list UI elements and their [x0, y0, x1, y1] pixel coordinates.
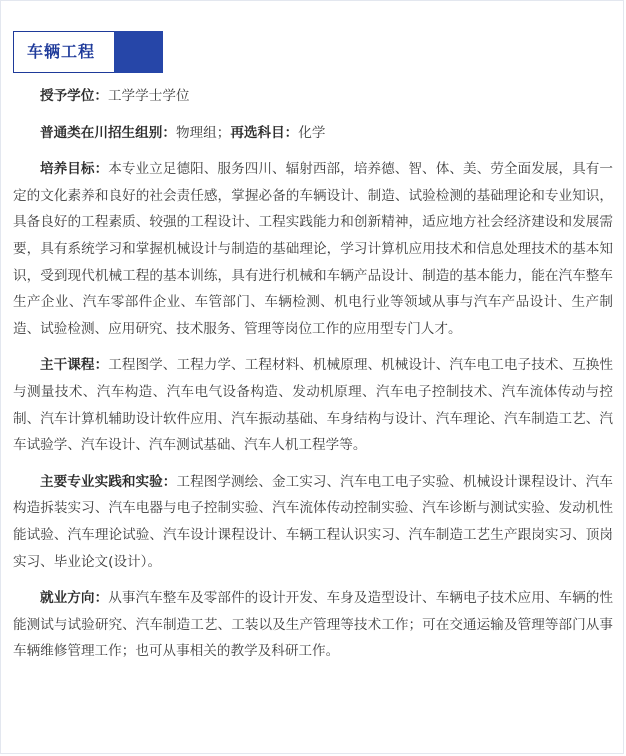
employment-value: 从事汽车整车及零部件的设计开发、车身及造型设计、车辆电子技术应用、车辆的性能测试与试验研究、汽车制造工艺、工装以及生产管理等技术工作；可在交通运输及管理等部门从事车辆维修管理工作；也可从事相关的教学及科研工作。: [13, 590, 614, 660]
goal-value: 本专业立足德阳、服务四川、辐射西部，培养德、智、体、美、劳全面发展，具有一定的文化素养和良好的社会责任感，掌握必备的车辆设计、制造、试验检测的基础理论和专业知识，具备良好的工程素质、较强的工程设计、工程实践能力和创新精神，适应地方社会经济建设和发展需要，具有系统学习和掌握机械设计与制造的基础理论，学习计算机应用技术和信息处理技术的基本知识，受到现代机械工程的基本训练，具有进行机械和车辆产品设计、制造的基本能力，能在汽车整车生产企业、汽车零部件企业、车管部门、车辆检测、机电行业等领域从事与汽车产品设计、生产制造、试验检测、应用研究、技术服务、管理等岗位工作的应用型专门人才。: [13, 161, 614, 337]
elective-label: 再选科目：: [230, 124, 299, 141]
subjects-field: [13, 120, 613, 147]
degree-label: 授予学位：: [40, 88, 108, 104]
practice-field: [13, 469, 613, 575]
courses-value: 工程图学、工程力学、工程材料、机械原理、机械设计、汽车电工电子技术、互换性与测量技术、汽车构造、汽车电气设备构造、发动机原理、汽车电子控制技术、汽车流体传动与控制、汽车计算机辅助设计软件应用、汽车振动基础、车身结构与设计、汽车理论、汽车制造工艺、汽车试验学、汽车设计、汽车测试基础、汽车人机工程学等。: [13, 357, 614, 454]
section-title: 车辆工程: [27, 42, 96, 61]
goal-field: [13, 156, 613, 342]
employment-field: [13, 585, 613, 665]
section-heading-accent: [114, 31, 163, 73]
degree-field: [13, 83, 613, 110]
employment-label: 就业方向：: [40, 590, 109, 607]
subjects-label: 普通类在川招生组别：: [40, 124, 176, 141]
major-details: [13, 83, 613, 665]
elective-value: 化学: [298, 124, 326, 141]
section-heading: [13, 31, 150, 73]
courses-label: 主干课程：: [40, 357, 109, 374]
practice-label: 主要专业实践和实验：: [40, 473, 177, 490]
subjects-value: 物理组；: [175, 124, 231, 141]
practice-value: 工程图学测绘、金工实习、汽车电工电子实验、机械设计课程设计、汽车构造拆装实习、汽车电器与电子控制实验、汽车流体传动控制实验、汽车诊断与测试实验、发动机性能试验、汽车理论试验、汽车设计课程设计、车辆工程认识实习、汽车制造工艺生产跟岗实习、顶岗实习、毕业论文(设计）。: [13, 473, 614, 570]
degree-value: 工学学士学位: [107, 88, 190, 104]
goal-label: 培养目标：: [40, 161, 109, 178]
courses-field: [13, 352, 613, 458]
